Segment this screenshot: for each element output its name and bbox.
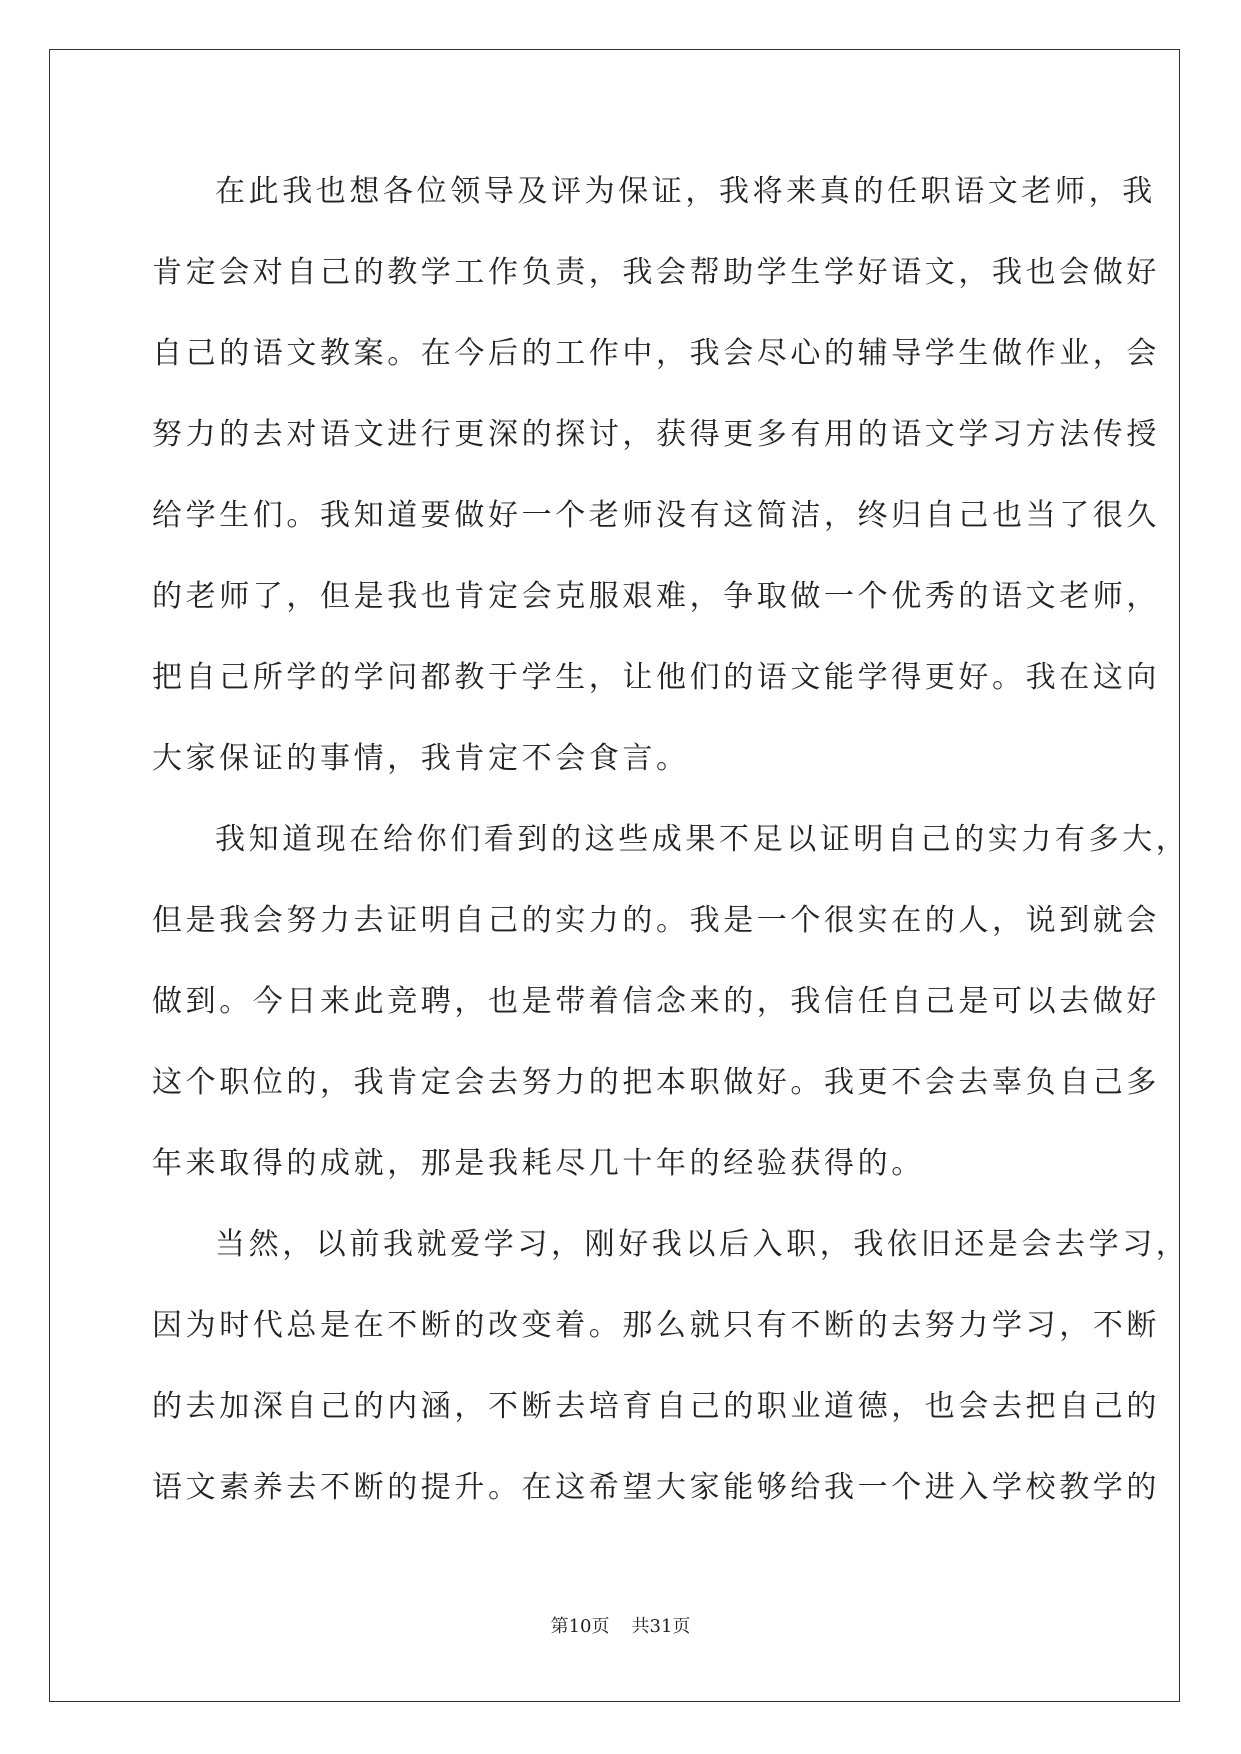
page-total: 共31页 — [631, 1616, 691, 1637]
text-line: 在此我也想各位领导及评为保证，我将来真的任职语文老师，我 — [215, 174, 1156, 209]
text-line: 把自己所学的学问都教于学生，让他们的语文能学得更好。我在这向 — [152, 660, 1160, 695]
text-line: 但是我会努力去证明自己的实力的。我是一个很实在的人，说到就会 — [152, 903, 1160, 938]
text-line: 大家保证的事情，我肯定不会食言。 — [152, 741, 690, 776]
page-footer — [0, 1612, 1241, 1638]
text-line: 自己的语文教案。在今后的工作中，我会尽心的辅导学生做作业，会 — [152, 336, 1160, 371]
text-line: 努力的去对语文进行更深的探讨，获得更多有用的语文学习方法传授 — [152, 417, 1160, 452]
text-line: 我知道现在给你们看到的这些成果不足以证明自己的实力有多大， — [215, 822, 1190, 857]
text-line: 做到。今日来此竞聘，也是带着信念来的，我信任自己是可以去做好 — [152, 984, 1160, 1019]
page-number: 第10页 — [550, 1616, 610, 1637]
text-line: 这个职位的，我肯定会去努力的把本职做好。我更不会去辜负自己多 — [152, 1065, 1160, 1100]
text-line: 年来取得的成就，那是我耗尽几十年的经验获得的。 — [152, 1146, 925, 1181]
text-line: 给学生们。我知道要做好一个老师没有这简洁，终归自己也当了很久 — [152, 498, 1160, 533]
text-line: 的老师了，但是我也肯定会克服艰难，争取做一个优秀的语文老师， — [152, 579, 1160, 614]
text-line: 因为时代总是在不断的改变着。那么就只有不断的去努力学习，不断 — [152, 1308, 1160, 1343]
text-line: 肯定会对自己的教学工作负责，我会帮助学生学好语文，我也会做好 — [152, 255, 1160, 290]
text-line: 的去加深自己的内涵，不断去培育自己的职业道德，也会去把自己的 — [152, 1389, 1160, 1424]
text-line: 当然，以前我就爱学习，刚好我以后入职，我依旧还是会去学习， — [215, 1227, 1190, 1262]
document-body — [152, 151, 1190, 1528]
text-line: 语文素养去不断的提升。在这希望大家能够给我一个进入学校教学的 — [152, 1470, 1160, 1505]
